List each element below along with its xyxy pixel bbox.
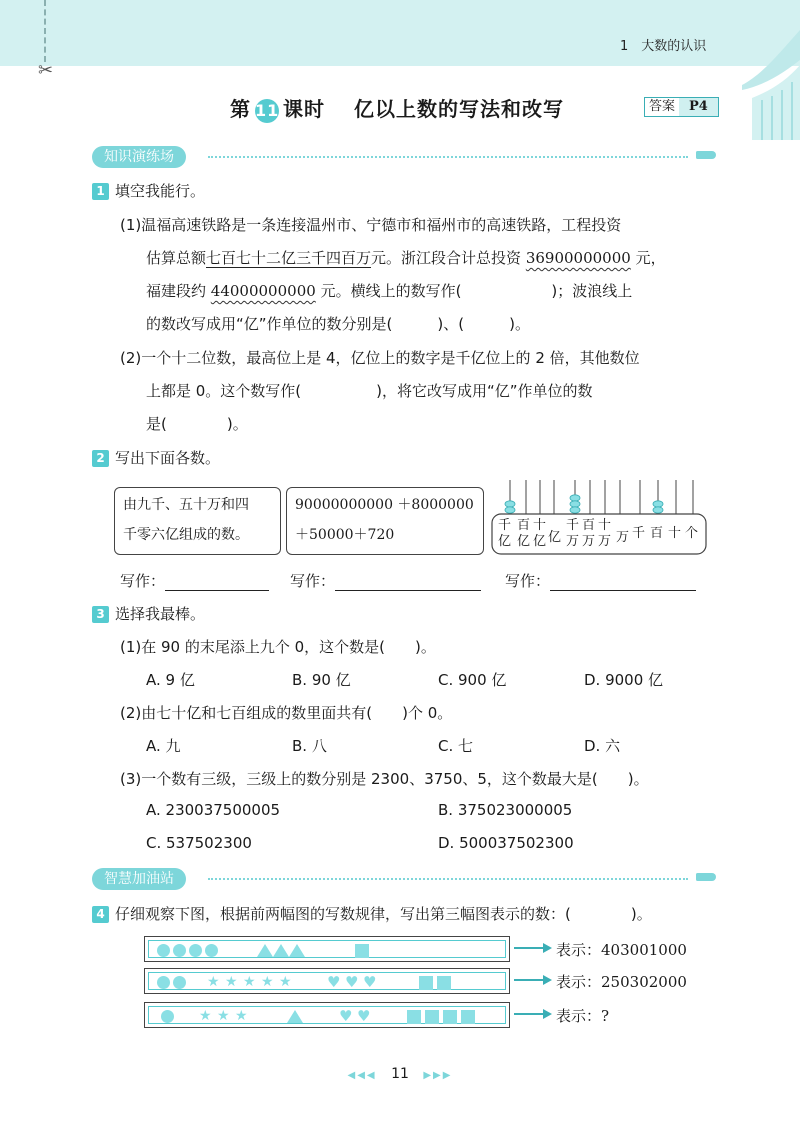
q4-sequence-row-2 — [144, 968, 510, 994]
answer-reference: 答案 P4 — [644, 97, 719, 117]
abacus-label-yi: 亿 — [548, 530, 562, 545]
abacus-label-shiyi: 十亿 — [533, 518, 547, 549]
q1-p2-line3: 是( )。 — [146, 415, 248, 433]
roof-decoration-icon — [742, 30, 800, 140]
q3-p2-option-c[interactable]: C. 七 — [438, 737, 474, 755]
abacus-label-ge: 个 — [685, 526, 699, 541]
q2-write-3: 写作： — [505, 570, 696, 591]
triangle-icon — [287, 1010, 303, 1023]
square-icon — [355, 944, 369, 958]
heart-icon: ♥ — [345, 973, 359, 991]
q2-number-badge: 2 — [92, 450, 109, 467]
q1-p1-line3: 福建段约 44000000000 元。横线上的数写作( )；波浪线上 — [146, 282, 633, 300]
square-icon — [425, 1010, 439, 1024]
q3-p3: (3)一个数有三级，三级上的数分别是 2300、3750、5，这个数最大是( )。 — [120, 770, 649, 788]
q2-abacus — [490, 478, 708, 556]
q3-p2-option-b[interactable]: B. 八 — [292, 737, 327, 755]
abacus-label-qian: 千 — [632, 526, 646, 541]
square-icon — [461, 1010, 475, 1024]
q3-title: 3 选择我最棒。 — [92, 603, 205, 624]
abacus-label-bai: 百 — [650, 526, 664, 541]
star-icon: ★ — [243, 974, 256, 990]
q1-p1-line1: (1)温福高速铁路是一条连接温州市、宁德市和福州市的高速铁路，工程投资 — [120, 216, 622, 234]
square-icon — [419, 976, 433, 990]
heart-icon: ♥ — [327, 973, 341, 991]
q2-write-1: 写作： — [120, 570, 269, 591]
circle-icon — [157, 944, 170, 957]
arrow-icon — [514, 947, 544, 949]
q1-p1-line4: 的数改写成用“亿”作单位的数分别是( )、( )。 — [146, 315, 530, 333]
pen-icon — [696, 151, 716, 159]
q3-number-badge: 3 — [92, 606, 109, 623]
circle-icon — [173, 944, 186, 957]
q2-answer-line-2[interactable] — [335, 572, 481, 591]
square-icon — [437, 976, 451, 990]
q3-p2-option-d[interactable]: D. 六 — [584, 737, 621, 755]
star-icon: ★ — [217, 1008, 230, 1024]
q3-p3-option-a[interactable]: A. 230037500005 — [146, 801, 281, 819]
q4-title: 4 仔细观察下图，根据前两幅图的写数规律，写出第三幅图表示的数：( )。 — [92, 903, 652, 924]
lesson-number-badge: 11 — [255, 99, 279, 123]
abacus-label-baiyi: 百亿 — [517, 518, 531, 549]
q2-box-1: 由九千、五十万和四 千零六亿组成的数。 — [114, 487, 281, 555]
q3-p1-option-d[interactable]: D. 9000 亿 — [584, 671, 664, 689]
q1-p1-line2: 估算总额七百七十二亿三千四百万元。浙江段合计总投资 36900000000 元， — [146, 249, 666, 267]
q1-p2-line2: 上都是 0。这个数写作( )，将它改写成用“亿”作单位的数 — [146, 382, 593, 400]
circle-icon — [161, 1010, 174, 1023]
cut-line — [44, 0, 46, 62]
q3-p2-option-a[interactable]: A. 九 — [146, 737, 181, 755]
heart-icon: ♥ — [357, 1007, 371, 1025]
q3-p1-option-a[interactable]: A. 9 亿 — [146, 671, 195, 689]
star-icon: ★ — [279, 974, 292, 990]
q3-p1: (1)在 90 的末尾添上九个 0，这个数是( )。 — [120, 638, 436, 656]
square-icon — [443, 1010, 457, 1024]
abacus-label-wan: 万 — [616, 530, 630, 545]
star-icon: ★ — [235, 1008, 248, 1024]
unit-title: 1 大数的认识 — [620, 39, 707, 54]
section-practice-label: 知识演练场 — [92, 146, 186, 168]
q3-p3-option-b[interactable]: B. 375023000005 — [438, 801, 573, 819]
q4-sequence-row-3 — [144, 1002, 510, 1028]
section-wisdom-label: 智慧加油站 — [92, 868, 186, 890]
abacus-label-qianwan: 千万 — [566, 518, 580, 549]
circle-icon — [205, 944, 218, 957]
star-icon: ★ — [261, 974, 274, 990]
header-band — [0, 0, 800, 66]
left-arrows-icon: ◀◀◀ — [347, 1070, 377, 1081]
circle-icon — [173, 976, 186, 989]
arrow-icon — [514, 979, 544, 981]
abacus-label-shi: 十 — [668, 526, 682, 541]
arrow-icon — [514, 1013, 544, 1015]
q4-row-3-result: 表示：? — [556, 1007, 610, 1025]
star-icon: ★ — [225, 974, 238, 990]
page-footer — [0, 1066, 800, 1082]
heart-icon: ♥ — [339, 1007, 353, 1025]
circle-icon — [157, 976, 170, 989]
star-icon: ★ — [207, 974, 220, 990]
abacus-label-baiwan: 百万 — [582, 518, 596, 549]
q1-p2-line1: (2)一个十二位数，最高位上是 4，亿位上的数字是千亿位上的 2 倍，其他数位 — [120, 349, 640, 367]
right-arrows-icon: ▶▶▶ — [423, 1070, 453, 1081]
q3-p3-option-c[interactable]: C. 537502300 — [146, 834, 252, 852]
abacus-label-qianyi: 千亿 — [498, 518, 512, 549]
square-icon — [407, 1010, 421, 1024]
q1-title: 1 填空我能行。 — [92, 180, 205, 201]
q1-number-badge: 1 — [92, 183, 109, 200]
section-practice — [92, 146, 716, 168]
heart-icon: ♥ — [363, 973, 377, 991]
q3-p3-option-d[interactable]: D. 500037502300 — [438, 834, 574, 852]
q3-p1-option-c[interactable]: C. 900 亿 — [438, 671, 507, 689]
q3-p2: (2)由七十亿和七百组成的数里面共有( )个 0。 — [120, 704, 453, 722]
q3-p1-option-b[interactable]: B. 90 亿 — [292, 671, 351, 689]
pen-icon — [696, 873, 716, 881]
q2-write-2: 写作： — [290, 570, 481, 591]
q2-answer-line-1[interactable] — [165, 572, 269, 591]
arrow-head-icon — [543, 1009, 552, 1019]
q4-sequence-row-1 — [144, 936, 510, 962]
q4-row-1-result: 表示：403001000 — [556, 941, 687, 959]
triangle-icon — [257, 944, 273, 957]
abacus-label-shiwan: 十万 — [598, 518, 612, 549]
arrow-head-icon — [543, 975, 552, 985]
triangle-icon — [289, 944, 305, 957]
q4-number-badge: 4 — [92, 906, 109, 923]
circle-icon — [189, 944, 202, 957]
q2-title: 2 写出下面各数。 — [92, 447, 220, 468]
page-number: 11 — [391, 1066, 409, 1082]
scissors-icon: ✂ — [38, 60, 54, 81]
triangle-icon — [273, 944, 289, 957]
section-wisdom — [92, 868, 716, 890]
q4-row-2-result: 表示：250302000 — [556, 973, 687, 991]
q2-answer-line-3[interactable] — [550, 572, 696, 591]
lesson-title: 第 11 课时 亿以上数的写法和改写 — [230, 97, 564, 121]
q2-box-2: 90000000000 ＋8000000 ＋50000＋720 — [286, 487, 484, 555]
arrow-head-icon — [543, 943, 552, 953]
star-icon: ★ — [199, 1008, 212, 1024]
